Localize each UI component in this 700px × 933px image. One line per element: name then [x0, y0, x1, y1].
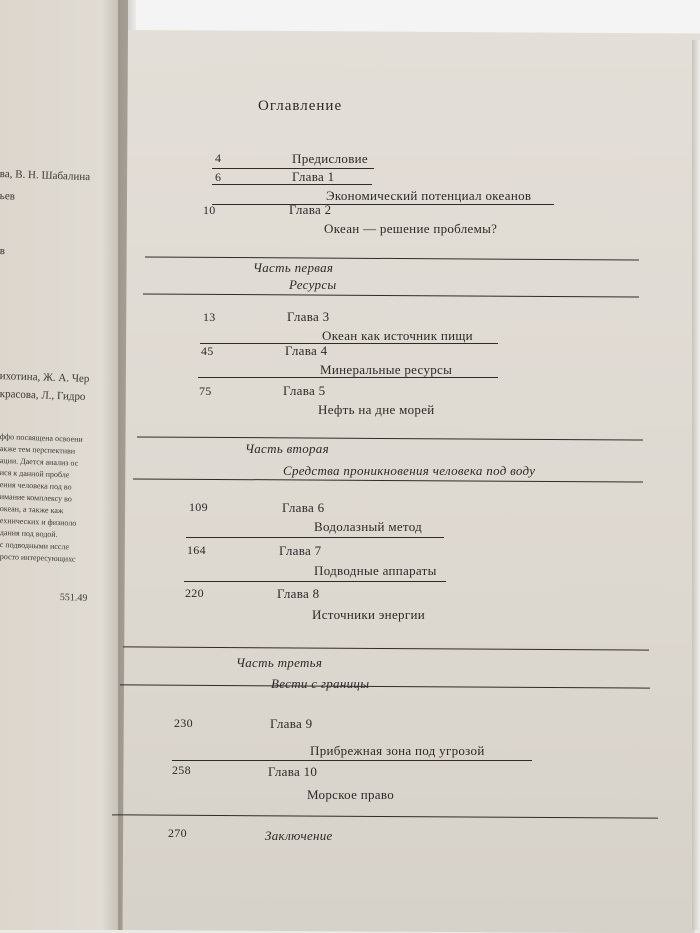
left-page-annotation-line: дания под водой. — [0, 528, 58, 540]
toc-title: Оглавление — [258, 98, 343, 114]
toc-chapter-title: Океан как источник пищи — [322, 328, 473, 343]
toc-entry-label: Предисловие — [292, 151, 368, 166]
toc-rule — [184, 581, 446, 582]
toc-rule — [198, 377, 498, 378]
toc-page-number: 13 — [203, 310, 216, 324]
toc-rule — [200, 343, 498, 344]
part-rule — [123, 646, 649, 650]
toc-page-number: 258 — [172, 763, 191, 777]
toc-entry-label: Глава 2 — [289, 202, 332, 217]
udc-code: 551.49 — [59, 592, 88, 604]
toc-rule — [212, 184, 372, 185]
left-page-annotation-line: ися к данной пробле — [0, 468, 70, 480]
toc-rule — [212, 204, 554, 205]
left-page-annotation-line: ффо посвящена освоени — [0, 432, 83, 444]
toc-entry-label: Глава 9 — [270, 716, 313, 731]
toc-page-number: 230 — [174, 716, 193, 730]
toc-chapter-title: Минеральные ресурсы — [320, 362, 453, 377]
toc-entry-label: Глава 4 — [285, 343, 328, 358]
toc-chapter-title: Экономический потенциал океанов — [326, 188, 532, 203]
toc-page-number: 45 — [201, 344, 214, 358]
left-page-annotation-line: океан, а также каж — [0, 504, 64, 516]
toc-entry-label: Заключение — [265, 828, 333, 843]
part-rule — [145, 256, 639, 260]
left-page-annotation-line: с подводными иссле — [0, 540, 70, 552]
left-page-annotation-line: росто интересующихс — [0, 552, 76, 564]
left-page-annotation-line: ения человека под во — [0, 480, 72, 492]
toc-entry-label: Глава 7 — [279, 543, 322, 558]
left-page-author-line: ихотина, Ж. А. Чер — [0, 370, 90, 386]
toc-chapter-title: Водолазный метод — [314, 519, 423, 534]
toc-page-number: 75 — [199, 384, 212, 398]
part-rule — [133, 478, 643, 482]
toc-rule — [172, 760, 532, 761]
part-rule — [112, 814, 658, 818]
toc-chapter-title: Источники энергии — [312, 607, 425, 622]
toc-entry-label: Глава 8 — [277, 586, 320, 601]
toc-page-number: 10 — [203, 203, 216, 217]
toc-page-number: 270 — [168, 826, 187, 840]
toc-page-number: 164 — [187, 543, 206, 557]
toc-page-number: 220 — [185, 586, 204, 600]
left-page-author-line: ва, В. Н. Шабалина — [0, 168, 91, 184]
toc-entry-label: Глава 5 — [283, 383, 326, 398]
toc-entry-label: Глава 6 — [282, 500, 325, 515]
toc-page-number: 6 — [215, 170, 222, 184]
toc-chapter-title: Нефть на дне морей — [318, 402, 435, 417]
part-title: Средства проникновения человека под воду — [283, 463, 536, 478]
part-title: Ресурсы — [289, 277, 337, 292]
part-label: Часть третья — [236, 655, 323, 670]
part-title: Вести с границы — [271, 676, 370, 691]
left-page-author-line: в — [0, 245, 6, 258]
toc-chapter-title: Океан — решение проблемы? — [324, 221, 498, 236]
part-label: Часть вторая — [245, 441, 329, 456]
left-page-annotation-line: акже тем перспективн — [0, 444, 76, 456]
left-page-annotation-line: ехнических и физиоло — [0, 516, 77, 528]
toc-entry-label: Глава 10 — [268, 764, 318, 779]
part-rule — [120, 684, 650, 688]
toc-entry-label: Глава 1 — [292, 169, 335, 184]
toc-chapter-title: Морское право — [307, 787, 395, 802]
toc-entry-label: Глава 3 — [287, 309, 330, 324]
left-page-author-line: ьев — [0, 190, 16, 203]
toc-page-number: 109 — [189, 500, 208, 514]
left-page-author-line: красова, Л., Гидро — [0, 388, 86, 403]
toc-rule — [186, 537, 444, 538]
toc-chapter-title: Прибрежная зона под угрозой — [310, 743, 485, 758]
toc-page-number: 4 — [215, 151, 222, 165]
toc-chapter-title: Подводные аппараты — [314, 563, 437, 578]
part-rule — [137, 436, 643, 440]
left-page-annotation-line: ации. Дается анализ ос — [0, 456, 79, 468]
left-page-annotation-line: имание комплексу во — [0, 492, 72, 504]
part-rule — [143, 293, 639, 297]
part-label: Часть первая — [253, 260, 334, 275]
